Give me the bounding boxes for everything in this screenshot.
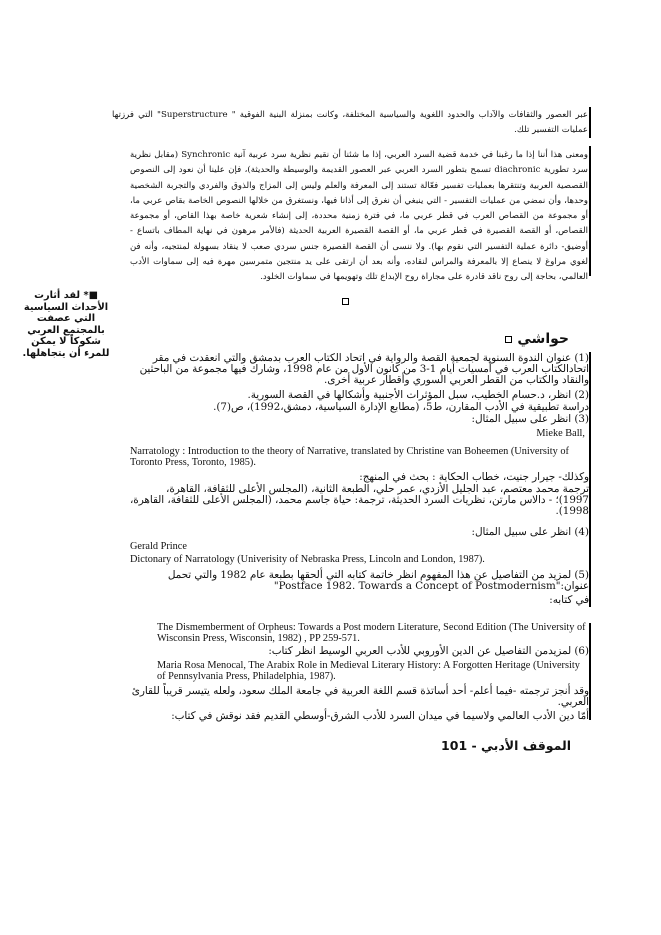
footnote-5: (5) لمزيد من التفاصيل عن هذا المفهوم انظر خاتمة كتابه التي ألحقها بطبعة عام 1982 والتي تحمل عنوان:"Postface 1982. Towards a Concept of Postmodernism" [167, 569, 589, 592]
footnote-1: (1) عنوان الندوة السنوية لجمعية القصة والرواية في اتحاد الكتاب العرب بدمشق والتي انعقدت في مقر اتحادالكتاب العرب في أمسيات أيام 1-3 من كانون الأول من عام 1998، وشارك فيها مجموعة من الباحثين والنقاد والكتاب من القطر العربي السوري وأقطار عربية أخرى. [139, 352, 589, 386]
footnote-2-continued: دراسة تطبيقية في الأدب المقارن، ط5، (مطابع الإدارة السياسية، دمشق،1992)، ص(7). [213, 401, 589, 413]
footnote-6: (6) لمزيدمن التفاصيل عن الدين الأوروبي للأدب العربي الوسيط انظر كتاب: [268, 645, 589, 657]
footnote-5-continued: في كتابه: [549, 594, 589, 606]
separator-square-icon [342, 298, 349, 305]
translation-note: وقد أنجز ترجمته -فيما أعلم- أحد أساتذة قسم اللغة العربية في جامعة الملك سعود، ولعله يتيسر قريباً للقارئ العربي. [131, 685, 589, 708]
reference-orpheus: The Dismemberment of Orpheus: Towards a Post modern Literature, Second Edition (The University of Wisconsin Press, Wisconsin, 1982) , PP 259-571. [157, 622, 586, 644]
reference-menocal: Maria Rosa Menocal, The Arabix Role in Medieval Literary History: A Forgotten Heritage (University of Pennsylvania Press, Philadelphia, 1987). [157, 660, 580, 682]
footnote-2: (2) انظر، د.حسام الخطيب، سبل المؤثرات الأجنبية وأشكالها في القصة السورية. [247, 389, 589, 401]
heading-square-icon [505, 336, 512, 343]
closing-note: أمّا دين الأدب العالمي ولاسيما في ميدان السرد للأدب الشرق-أوسطي القديم فقد نوقش في كتاب: [171, 710, 589, 722]
reference-mieke-bal: Mieke Ball, [536, 428, 585, 439]
margin-rule-middle [589, 146, 591, 276]
reference-genette: وكذلك- جيرار جنيت، خطاب الحكاية : بحث في المنهج: [359, 471, 589, 483]
notes-title: حواشي [517, 331, 569, 347]
reference-narratology: Narratology : Introduction to the theory of Narrative, translated by Christine van Boheemen (University of Toronto Press, Toronto, 1985). [130, 446, 569, 468]
margin-rule-notes [589, 352, 591, 607]
body-paragraph-2: ومعنى هذا أننا إذا ما رغبنا في خدمة قضية السرد العربي، إذا ما شئنا أن نقيم نظرية سرد عربية آنية Synchronic (مقابل نظرية سرد تطورية diachronic تسمح بتطور السرد العربي عبر العصور القديمة والوسيطة والحديثة)، فإن علينا أن نعود إلى النصوص القصصية العربية وتنتقرها بعمليات تفسير فعّالة تستند إلى المعرفة والعلم وليس إلى المزاج والذوق والفردي والتجربة الشخصية وحدها، وأن نمضي من عمليات التفسير - التي ينبغي أن نغرق إلى أذانا فيها، ونستغرق من خلالها النصوص الخاصة بقاص عربي ما، أو مجموعة من القصاص العرب في قطر عربي ما، في فترة زمنية محددة، إلى إنشاء شعرية خاصة بهذا القاص، أو مجموعة القصاص، أو القصة القصيرة في قطر عربي ما، أو القصة القصيرة العربية الحديثة (فالأمر مرهون في نهاية المطاف باتساع - أوضيق- دائرة عملية التفسير التي نقوم بها). ولا ننسى أن القصة القصيرة جنس سردي صعب لا ينقاد بسهولة لمنتجيه، وأنه فن لغوي مراوغ لا ينصاع إلا بالمعرفة والمراس لنقاده، وأنه بعد أن ارتقى على يد منتجين متمرسين مهرة فيه إلى سماوات الأدب العالمي، بحاجة إلى روح ناقد قادرة على مجاراة روح الإبداع تلك وتهويمها في سماوات الخلود. [130, 150, 589, 283]
reference-genette-translation: ترجمة محمد معتصم، عبد الجليل الأزدي، عمر حلي، الطبعة الثانية، (المجلس الأعلى للثقافة، القاهرة، 1997)؛ - دالاس مارتن، نظريات السرد الحديثة، ترجمة: حياة جاسم محمد، (المجلس الأعلى للثقافة، القاهرة، 1998). [129, 483, 589, 517]
reference-gerald-prince: Gerald Prince [130, 541, 187, 552]
reference-dictionary-narratology: Dictonary of Narratology (Univerisity of Nebraska Press, Lincoln and London, 1987). [130, 554, 485, 565]
notes-heading [505, 331, 569, 347]
page-footer: الموقف الأدبي - 101 [441, 738, 571, 753]
footnote-4: (4) انظر على سبيل المثال: [471, 526, 589, 538]
margin-rule-top [589, 107, 591, 138]
sidebar-quote: ■* لقد أثارت الأحداث السياسية التي عصفت بالمجتمع العربي شكوكاً لا يمكن للمرء أن يتجاهلها. [22, 290, 110, 359]
footnote-3: (3) انظر على سبيل المثال: [471, 413, 589, 425]
margin-rule-bottom [589, 623, 591, 720]
body-paragraph-1: عبر العصور والثقافات والآداب والحدود اللغوية والسياسية المختلفة، وكانت بمنزلة البنية الفوقية " Superstructure" التي فرزتها عمليات التفسير تلك. [112, 110, 588, 135]
